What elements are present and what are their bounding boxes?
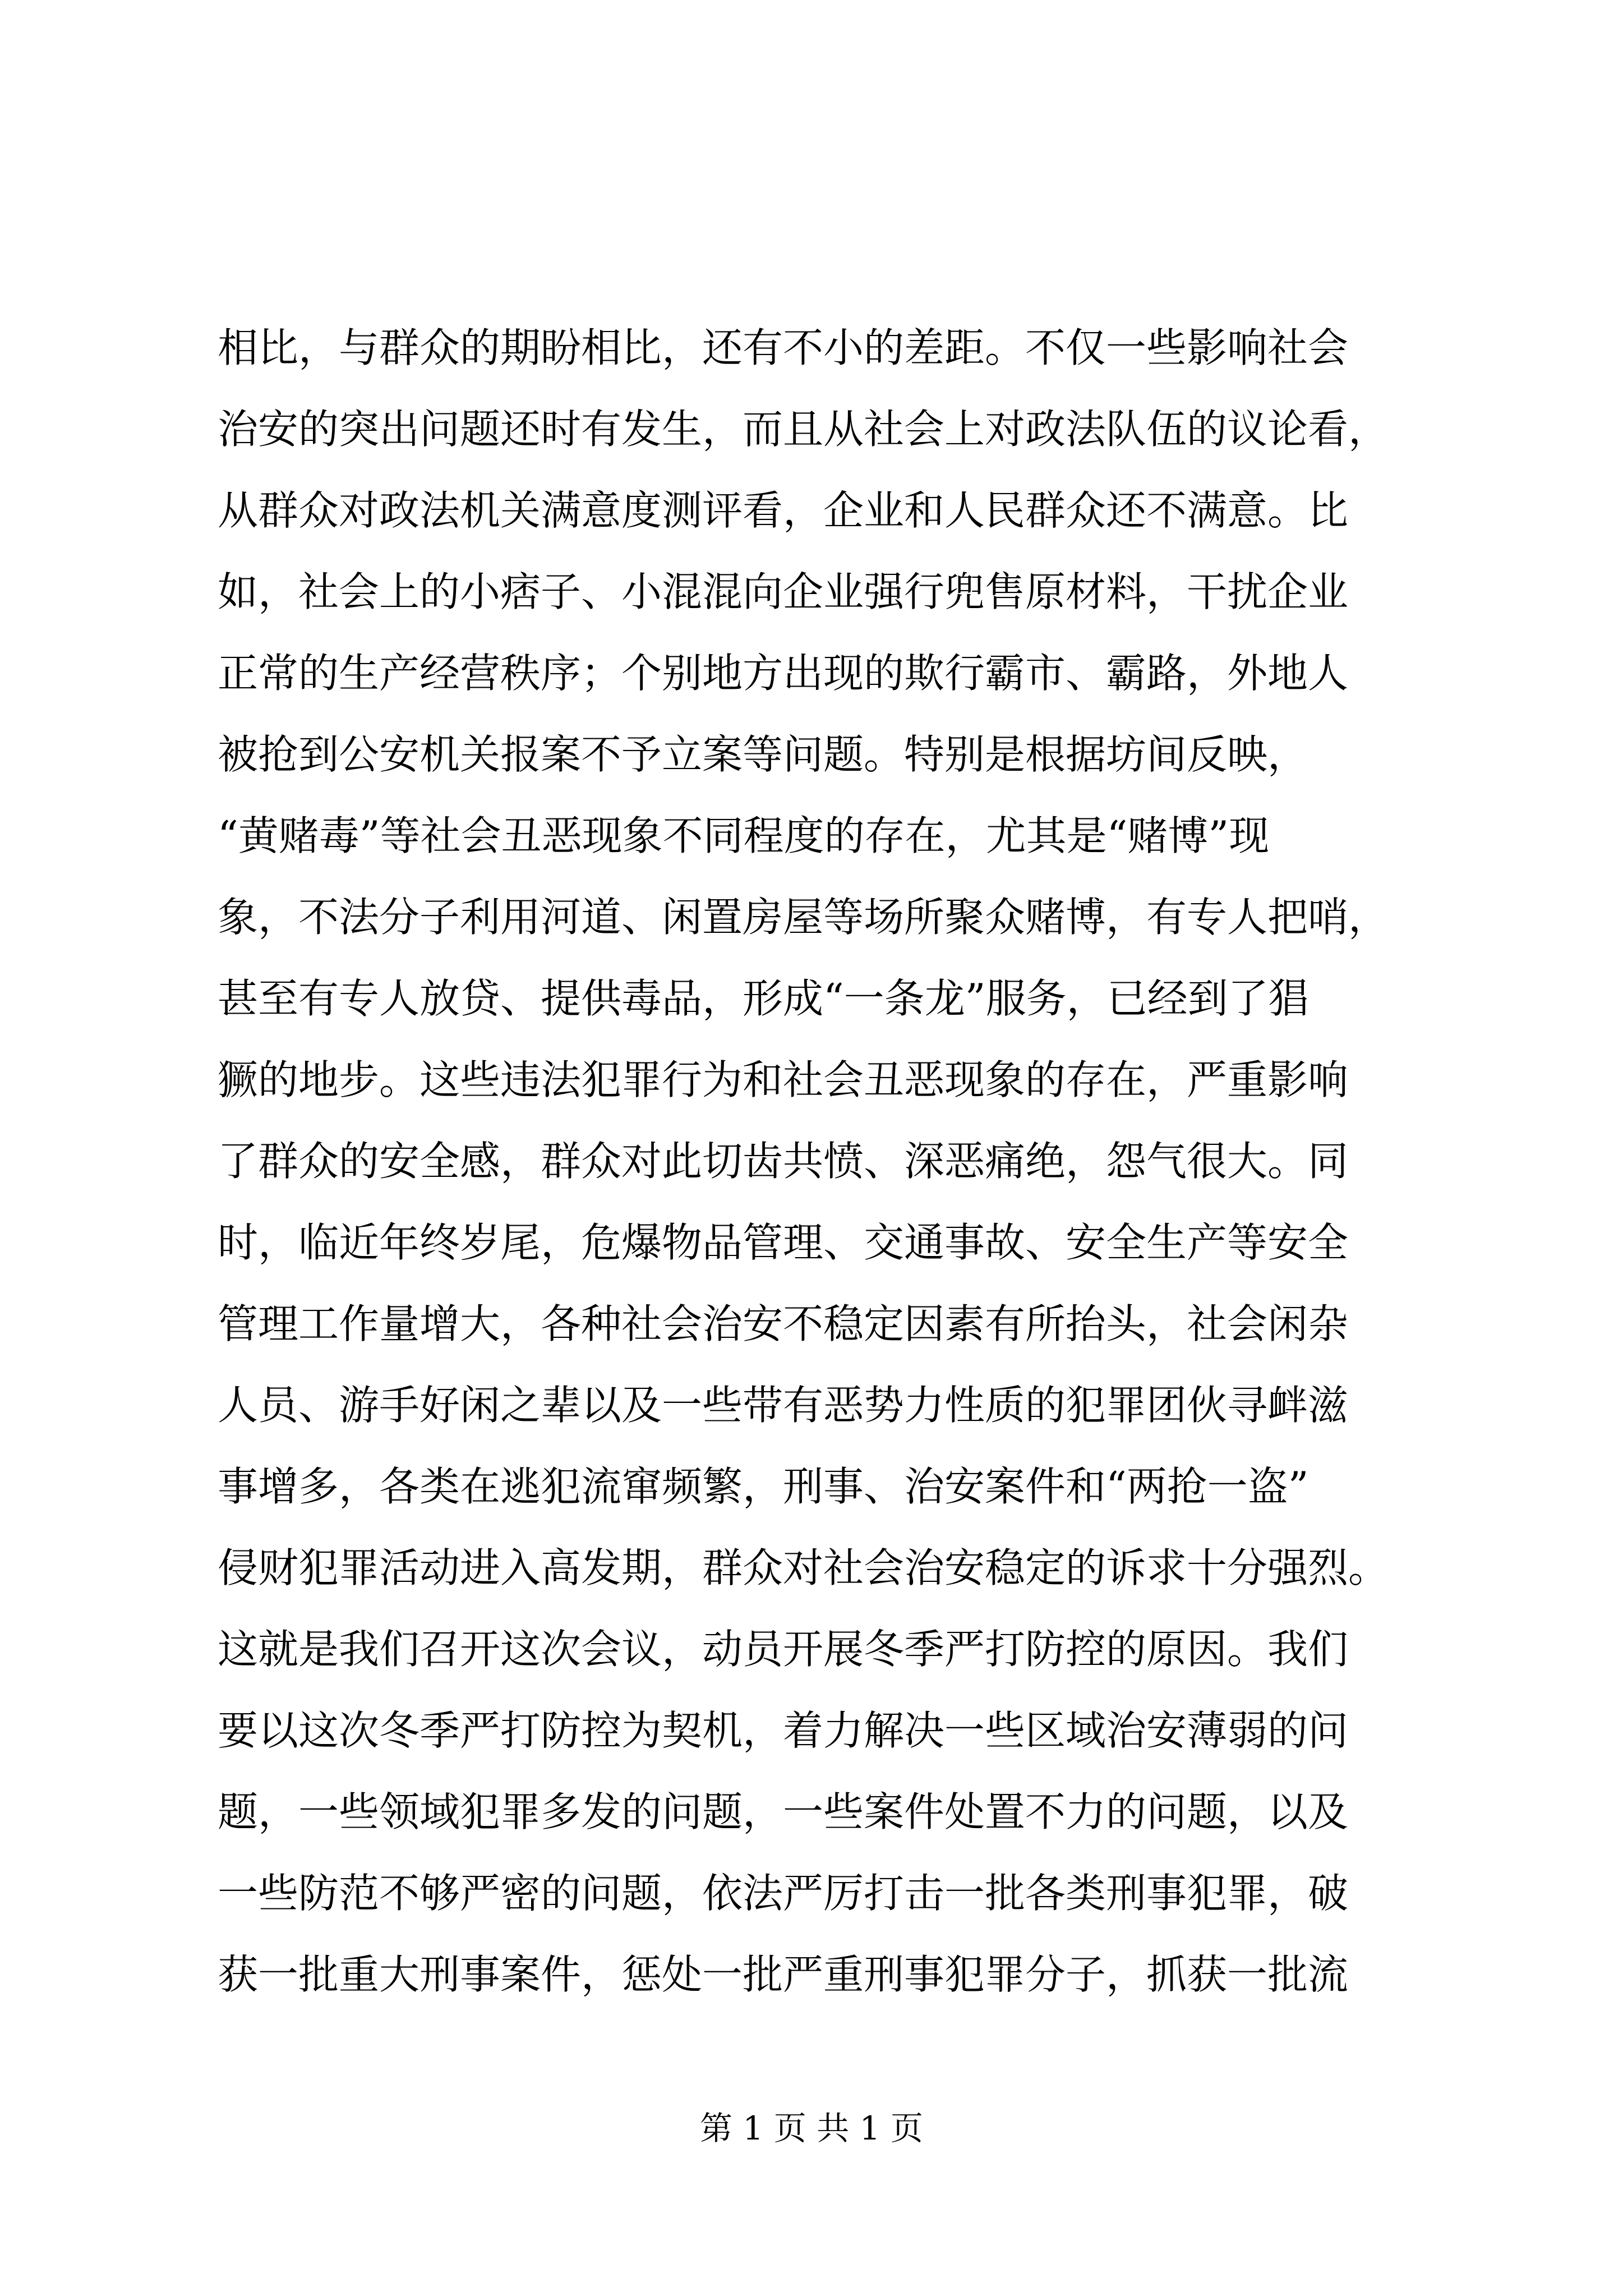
text-line: 这就是我们召开这次会议，动员开展冬季严打防控的原因。我们 — [218, 1626, 1349, 1673]
text-line: 侵财犯罪活动进入高发期，群众对社会治安稳定的诉求十分强烈。 — [218, 1544, 1389, 1591]
text-line: 管理工作量增大，各种社会治安不稳定因素有所抬头，社会闲杂 — [218, 1300, 1349, 1347]
text-line: 被抢到公安机关报案不予立案等问题。特别是根据坊间反映， — [218, 731, 1308, 778]
text-line: 獗的地步。这些违法犯罪行为和社会丑恶现象的存在，严重影响 — [218, 1056, 1349, 1103]
text-line: 了群众的安全感，群众对此切齿共愤、深恶痛绝，怨气很大。同 — [218, 1138, 1349, 1185]
text-line: 象，不法分子利用河道、闲置房屋等场所聚众赌博，有专人把哨， — [218, 894, 1389, 941]
text-line: 要以这次冬季严打防控为契机，着力解决一些区域治安薄弱的问 — [218, 1707, 1349, 1754]
text-line: 人员、游手好闲之辈以及一些带有恶势力性质的犯罪团伙寻衅滋 — [218, 1382, 1349, 1429]
body-text — [218, 307, 1427, 2016]
text-line: 如，社会上的小痞子、小混混向企业强行兜售原材料，干扰企业 — [218, 568, 1349, 615]
page-footer: 第 1 页 共 1 页 — [700, 2109, 923, 2147]
text-line: 正常的生产经营秩序；个别地方出现的欺行霸市、霸路，外地人 — [218, 650, 1349, 697]
text-line: 治安的突出问题还时有发生，而且从社会上对政法队伍的议论看， — [218, 406, 1389, 453]
text-line: 相比，与群众的期盼相比，还有不小的差距。不仅一些影响社会 — [218, 324, 1349, 371]
text-line: 题，一些领域犯罪多发的问题，一些案件处置不力的问题，以及 — [218, 1788, 1349, 1835]
text-line: 获一批重大刑事案件，惩处一批严重刑事犯罪分子，抓获一批流 — [218, 1951, 1349, 1998]
text-line: 从群众对政法机关满意度测评看，企业和人民群众还不满意。比 — [218, 487, 1349, 534]
text-line: 事增多，各类在逃犯流窜频繁，刑事、治安案件和“两抢一盗” — [218, 1463, 1309, 1510]
text-line: 时，临近年终岁尾，危爆物品管理、交通事故、安全生产等安全 — [218, 1219, 1349, 1266]
text-line: “黄赌毒”等社会丑恶现象不同程度的存在，尤其是“赌博”现 — [218, 812, 1270, 859]
text-line: 一些防范不够严密的问题，依法严厉打击一批各类刑事犯罪，破 — [218, 1870, 1349, 1917]
text-line: 甚至有专人放贷、提供毒品，形成“一条龙”服务，已经到了猖 — [218, 975, 1309, 1022]
